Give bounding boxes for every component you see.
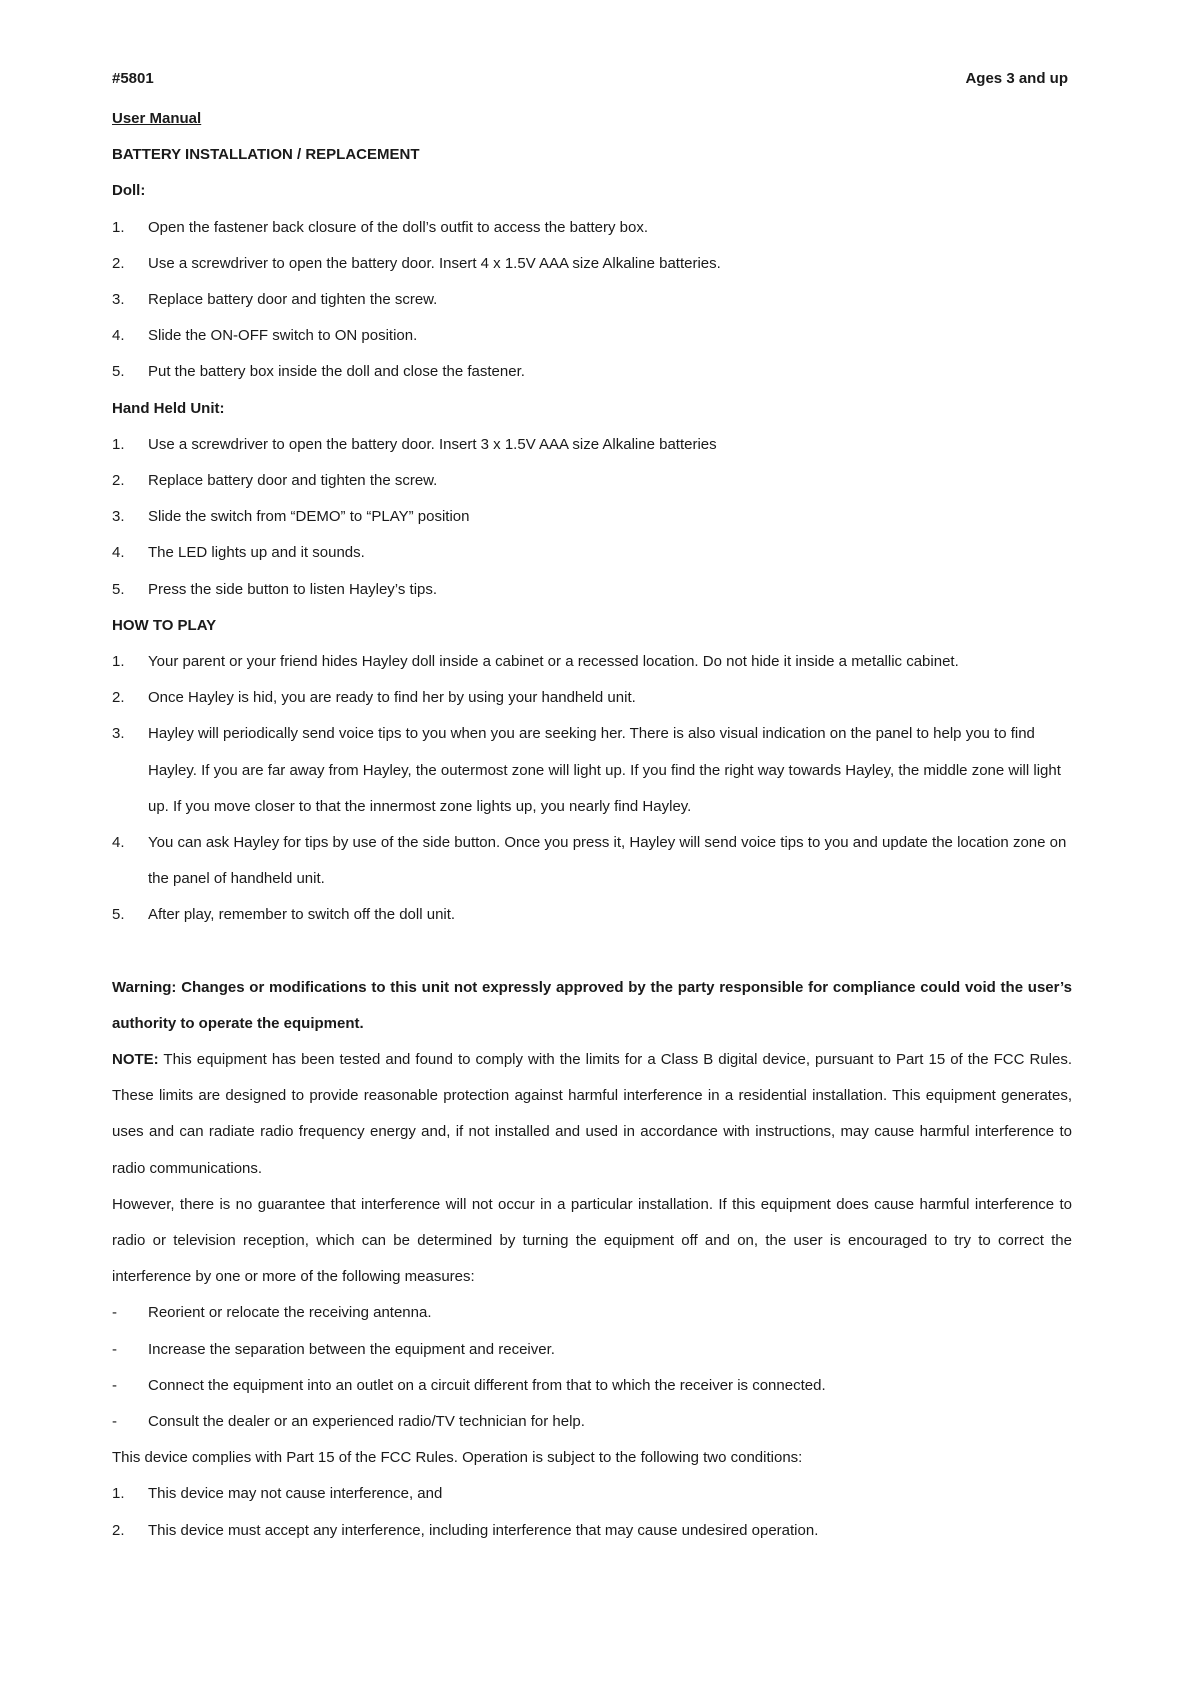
list-text: Use a screwdriver to open the battery door. Insert 3 x 1.5V AAA size Alkaline batteries bbox=[148, 435, 717, 453]
list-item bbox=[112, 499, 1072, 535]
list-bullet: - bbox=[112, 1376, 117, 1394]
section-spacer bbox=[112, 934, 1072, 970]
list-item bbox=[112, 282, 1072, 318]
list-item bbox=[112, 427, 1072, 463]
list-text: Replace battery door and tighten the screw. bbox=[148, 471, 438, 489]
fcc-note bbox=[112, 1042, 1072, 1187]
list-number: 4. bbox=[112, 833, 125, 851]
list-text: Connect the equipment into an outlet on a circuit different from that to which the receiver is connected. bbox=[148, 1376, 826, 1394]
list-text: After play, remember to switch off the doll unit. bbox=[148, 906, 456, 924]
list-number: 3. bbox=[112, 290, 125, 308]
fcc-warning: Warning: Changes or modifications to this unit not expressly approved by the party responsible for compliance could void the user’s authority to operate the equipment. bbox=[112, 978, 1072, 1032]
list-item bbox=[112, 897, 1072, 933]
list-number: 1. bbox=[112, 435, 125, 453]
handheld-heading: Hand Held Unit: bbox=[112, 399, 225, 417]
list-item bbox=[112, 825, 1072, 897]
list-item bbox=[112, 1513, 1072, 1549]
list-item bbox=[112, 644, 1072, 680]
note-label: NOTE: bbox=[112, 1051, 159, 1068]
list-text: Use a screwdriver to open the battery door. Insert 4 x 1.5V AAA size Alkaline batteries. bbox=[148, 254, 721, 272]
list-number: 1. bbox=[112, 218, 125, 236]
list-text: Put the battery box inside the doll and close the fastener. bbox=[148, 363, 525, 381]
list-bullet: - bbox=[112, 1304, 117, 1322]
list-text: Consult the dealer or an experienced radio/TV technician for help. bbox=[148, 1413, 585, 1431]
list-number: 1. bbox=[112, 1485, 125, 1503]
measures-list bbox=[112, 1295, 1072, 1440]
manual-title: User Manual bbox=[112, 110, 202, 127]
fcc-compliance: This device complies with Part 15 of the FCC Rules. Operation is subject to the following two conditions: bbox=[112, 1449, 803, 1467]
list-text: Slide the ON-OFF switch to ON position. bbox=[148, 327, 418, 345]
doll-steps-list bbox=[112, 210, 1072, 391]
list-number: 2. bbox=[112, 471, 125, 489]
how-to-play-list bbox=[112, 644, 1072, 934]
list-item bbox=[112, 1368, 1072, 1404]
list-text: Once Hayley is hid, you are ready to find her by using your handheld unit. bbox=[148, 689, 636, 707]
doll-heading: Doll: bbox=[112, 182, 146, 200]
conditions-list bbox=[112, 1476, 1072, 1548]
list-item bbox=[112, 1404, 1072, 1440]
age-label: Ages 3 and up bbox=[965, 70, 1068, 87]
list-number: 5. bbox=[112, 363, 125, 381]
list-item bbox=[112, 1476, 1072, 1512]
list-bullet: - bbox=[112, 1413, 117, 1431]
list-item bbox=[112, 318, 1072, 354]
list-text: Reorient or relocate the receiving antenna. bbox=[148, 1304, 432, 1322]
list-item bbox=[112, 1332, 1072, 1368]
list-number: 4. bbox=[112, 327, 125, 345]
fcc-however: However, there is no guarantee that interference will not occur in a particular installation. If this equipment does cause harmful interference to radio or television reception, which can be determined by turning the equipment off and on, the user is encouraged to try to correct the interference by one or more of the following measures: bbox=[112, 1195, 1072, 1286]
list-number: 2. bbox=[112, 1521, 125, 1539]
list-number: 2. bbox=[112, 254, 125, 272]
list-text: Your parent or your friend hides Hayley doll inside a cabinet or a recessed location. Do not hide it inside a metallic cabinet. bbox=[148, 652, 959, 670]
list-item bbox=[112, 1295, 1072, 1331]
list-text: Increase the separation between the equipment and receiver. bbox=[148, 1340, 555, 1358]
list-number: 5. bbox=[112, 906, 125, 924]
list-number: 3. bbox=[112, 725, 125, 743]
list-item bbox=[112, 246, 1072, 282]
list-item bbox=[112, 463, 1072, 499]
list-item bbox=[112, 535, 1072, 571]
note-text: This equipment has been tested and found to comply with the limits for a Class B digital device, pursuant to Part 15 of the FCC Rules. These limits are designed to provide reasonable protection against harmful interference in a residential installation. This equipment generates, uses and can radiate radio frequency energy and, if not installed and used in accordance with instructions, may cause harmful interference to radio communications. bbox=[112, 1051, 1072, 1177]
list-number: 1. bbox=[112, 652, 125, 670]
how-to-play-heading: HOW TO PLAY bbox=[112, 616, 217, 634]
list-number: 2. bbox=[112, 689, 125, 707]
list-text: This device may not cause interference, and bbox=[148, 1485, 443, 1503]
list-number: 4. bbox=[112, 544, 125, 562]
list-item bbox=[112, 572, 1072, 608]
list-item bbox=[112, 680, 1072, 716]
list-text: Press the side button to listen Hayley’s tips. bbox=[148, 580, 438, 598]
list-item bbox=[112, 210, 1072, 246]
list-text: Open the fastener back closure of the doll’s outfit to access the battery box. bbox=[148, 218, 649, 236]
battery-section-heading: BATTERY INSTALLATION / REPLACEMENT bbox=[112, 146, 420, 164]
list-number: 5. bbox=[112, 580, 125, 598]
model-number: #5801 bbox=[112, 70, 154, 87]
list-text: This device must accept any interference, including interference that may cause undesired operation. bbox=[148, 1521, 819, 1539]
manual-page bbox=[112, 70, 1072, 1549]
list-bullet: - bbox=[112, 1340, 117, 1358]
list-number: 3. bbox=[112, 508, 125, 526]
list-item bbox=[112, 354, 1072, 390]
list-text: Replace battery door and tighten the screw. bbox=[148, 290, 438, 308]
list-item bbox=[112, 716, 1072, 825]
list-text: Slide the switch from “DEMO” to “PLAY” position bbox=[148, 508, 470, 526]
list-text: The LED lights up and it sounds. bbox=[148, 544, 365, 562]
list-text: Hayley will periodically send voice tips to you when you are seeking her. There is also visual indication on the panel to help you to find Hayley. If you are far away from Hayley, the outermost zone will light up. If you find the right way towards Hayley, the middle zone will light up. If you move closer to that the innermost zone lights up, you nearly find Hayley. bbox=[148, 725, 1061, 815]
handheld-steps-list bbox=[112, 427, 1072, 608]
list-text: You can ask Hayley for tips by use of the side button. Once you press it, Hayley will send voice tips to you and update the location zone on the panel of handheld unit. bbox=[148, 833, 1067, 888]
page-header bbox=[112, 70, 1072, 94]
